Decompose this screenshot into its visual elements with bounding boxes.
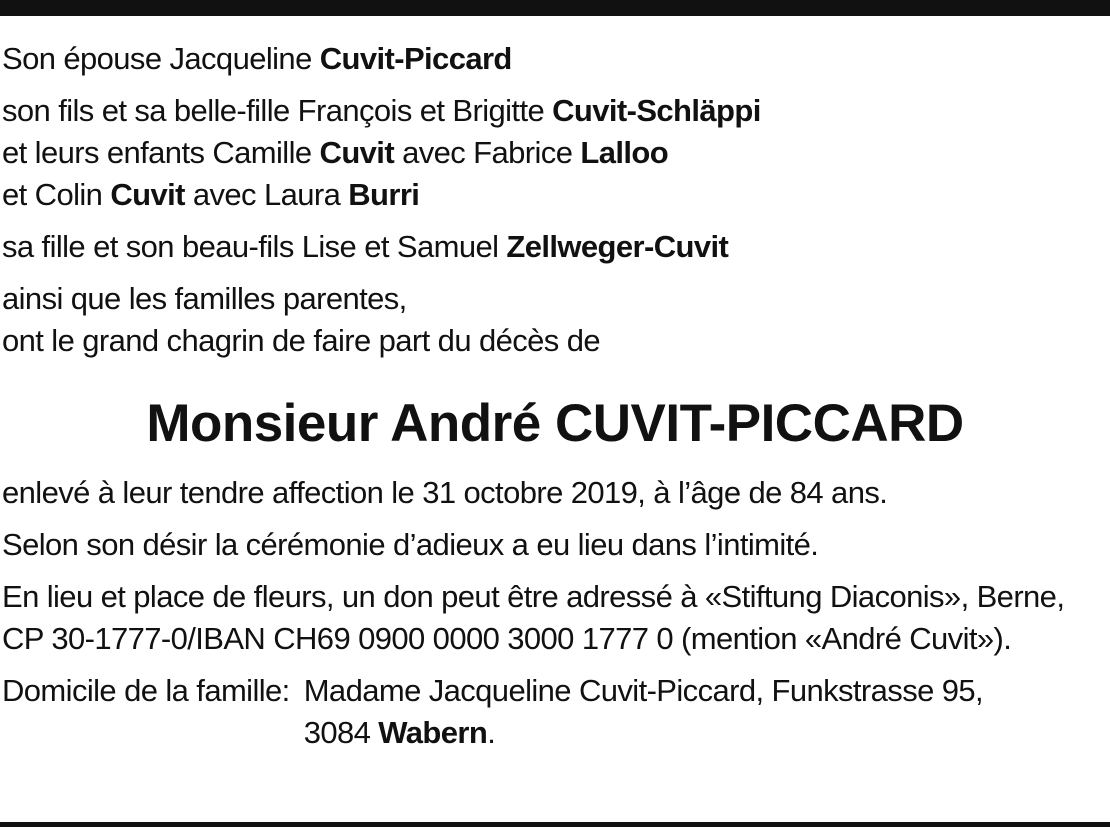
deceased-name: Monsieur André CUVIT-PICCARD: [146, 394, 964, 453]
daughter-surname: Zellweger-Cuvit: [506, 229, 729, 264]
domicile-label: Domicile de la famille:: [2, 673, 290, 708]
bottom-rule: [0, 822, 1110, 827]
son-text: son fils et sa belle-fille François et Brigitte: [2, 93, 553, 128]
grandchild-surname-1: Cuvit: [319, 135, 395, 170]
spouse-text: Son épouse Jacqueline: [2, 41, 320, 76]
domicile-city: Wabern: [378, 715, 488, 750]
daughter-line: [2, 226, 1108, 268]
families-block: [2, 278, 1108, 362]
grandchildren-partner-text-1: avec Fabrice: [394, 135, 581, 170]
daughter-text: sa fille et son beau-fils Lise et Samuel: [2, 229, 507, 264]
ceremony-line: Selon son désir la cérémonie d’adieux a eu lieu dans l’intimité.: [2, 527, 819, 562]
spouse-surname: Cuvit-Piccard: [319, 41, 512, 76]
obituary-notice: [2, 38, 1108, 754]
domicile-end: .: [487, 715, 496, 750]
domicile-postal-code: 3084: [303, 715, 379, 750]
domicile-block: [2, 670, 1108, 754]
top-rule: [0, 0, 1110, 16]
partner-surname-2: Burri: [348, 177, 420, 212]
son-surname: Cuvit-Schläppi: [552, 93, 761, 128]
domicile-address: [290, 670, 983, 754]
donation-paragraph: En lieu et place de fleurs, un don peut être adressé à «Stiftung Diaconis», Berne, CP 30-1777-0/IBAN CH69 0900 0000 3000 1777 0 (mention «André Cuvit»).: [2, 579, 1065, 656]
families-line-2: ont le grand chagrin de faire part du décès de: [2, 323, 600, 358]
grandchildren-text-1: et leurs enfants Camille: [2, 135, 320, 170]
domicile-address-line-1: Madame Jacqueline Cuvit-Piccard, Funkstrasse 95,: [303, 673, 984, 708]
partner-surname-1: Lalloo: [580, 135, 669, 170]
death-line: enlevé à leur tendre affection le 31 octobre 2019, à l’âge de 84 ans.: [2, 475, 888, 510]
grandchildren-partner-text-2: avec Laura: [184, 177, 349, 212]
spouse-line: [2, 38, 1108, 80]
grandchildren-text-2: et Colin: [2, 177, 111, 212]
grandchild-surname-2: Cuvit: [110, 177, 185, 212]
families-line-1: ainsi que les familles parentes,: [2, 281, 407, 316]
children-block: [2, 90, 1108, 216]
